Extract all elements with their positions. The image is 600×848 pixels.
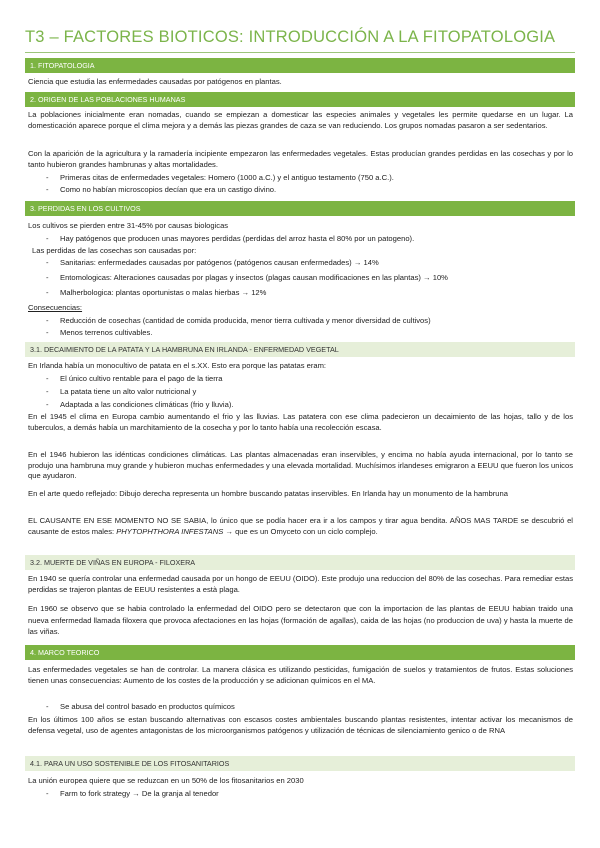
paragraph: La unión europea quiere que se reduzcan en un 50% de los fitosanitarios en 2030 [28, 776, 304, 785]
paragraph: Las perdidas de las cosechas son causadas por: [32, 246, 197, 255]
subsection-heading-patata: 3.1. DECAIMIENTO DE LA PATATA Y LA HAMBRUNA EN IRLANDA - ENFERMEDAD VEGETAL [25, 342, 575, 357]
list-item: - Reducción de cosechas (cantidad de comida producida, menor tierra cultivada y menor diversidad de cultivos) [46, 316, 431, 325]
paragraph: En el 1945 el clima en Europa cambio aumentando el frio y las lluvias. Las patatera con ese clima padecieron un decaimiento de las hojas, tallo y de los tuberculos, a demás había un marchitamiento de la cosecha y por lo tanto había una recolección escasa. [28, 412, 573, 432]
list-item: - Malherbologica: plantas oportunistas o malas hierbas → 12% [46, 288, 267, 297]
section-heading-marco: 4. MARCO TEORICO [25, 645, 575, 660]
paragraph: Las enfermedades vegetales se han de controlar. La manera clásica es utilizando pesticidas, fumigación de suelos y tratamientos de frutos. Estas soluciones tienen unas consecuencias: Aumento de los costes de la producción y se adicionan químicos en el MA. [28, 665, 573, 685]
section-heading-fitopatologia: 1. FITOPATOLOGIA [25, 58, 575, 73]
list-item: - El único cultivo rentable para el pago de la tierra [46, 374, 223, 383]
paragraph: En 1960 se observo que se habia controlado la enfermedad del OIDO pero se detectaron que con la importacion de las plantas de EEUU habian traido una nueva enfermedad llamada filoxera que provoca afectaciones en las hojas (formación de agallas), caida de las hojas (no produccion de uva) y hasta la muerte de las viñas. [28, 604, 573, 636]
document-title: T3 – FACTORES BIOTICOS: INTRODUCCIÓN A LA FITOPATOLOGIA [25, 28, 556, 46]
paragraph: En los últimos 100 años se estan buscando alternativas con escasos costes ambientales buscando plantas resistentes, intentar activar los mecanismos de defensa vegetal, uso de agentes antagonistas de los microorganismos patógenos y utilización de técnicas de silenciamiento genico o de RNA [28, 715, 573, 735]
paragraph: EL CAUSANTE EN ESE MOMENTO NO SE SABIA, lo único que se podía hacer era ir a los campos y tirar agua bendita. AÑOS MAS TARDE se descubrió el causante de estos males: PHYTOPHTHORA INFESTANS → que es un Omyceto con un ciclo complejo. [28, 516, 573, 536]
paragraph: Con la aparición de la agricultura y la ramadería incipiente empezaron las enfermedades vegetales. Estas producían grandes perdidas en las cosechas y por lo tanto hubieron grandes hambrunas y altas mortalidades. [28, 149, 573, 169]
list-item: - Hay patógenos que producen unas mayores perdidas (perdidas del arroz hasta el 80% por un patogeno). [46, 234, 415, 243]
list-item: - La patata tiene un alto valor nutricional y [46, 387, 197, 396]
list-item: - Primeras citas de enfermedades vegetales: Homero (1000 a.C.) y el antiguo testamento (750 a.C.). [46, 173, 394, 182]
subsection-heading-filoxera: 3.2. MUERTE DE VIÑAS EN EUROPA - FILOXERA [25, 555, 575, 570]
list-item: - Se abusa del control basado en productos químicos [46, 702, 235, 711]
list-item: - Menos terrenos cultivables. [46, 328, 153, 337]
paragraph: Los cultivos se pierden entre 31-45% por causas biologicas [28, 221, 229, 230]
consequences-label: Consecuencias: [28, 303, 83, 312]
list-item: - Adaptada a las condiciones climáticas (frio y lluvia). [46, 400, 234, 409]
list-item: - Como no habían microscopios decían que era un castigo divino. [46, 185, 277, 194]
title-underline [25, 52, 575, 53]
paragraph: Ciencia que estudia las enfermedades causadas por patógenos en plantas. [28, 77, 282, 86]
list-item: - Sanitarias: enfermedades causadas por patógenos (patógenos causan enfermedades) → 14% [46, 258, 379, 267]
subsection-heading-fitosanitarios: 4.1. PARA UN USO SOSTENIBLE DE LOS FITOSANITARIOS [25, 756, 575, 771]
section-heading-perdidas: 3. PERDIDAS EN LOS CULTIVOS [25, 201, 575, 216]
pathogen-name: PHYTOPHTHORA INFESTANS [116, 526, 224, 536]
paragraph: En Irlanda había un monocultivo de patata en el s.XX. Esto era porque las patatas eram: [28, 361, 327, 370]
paragraph: En 1940 se quería controlar una enfermedad causada por un hongo de EEUU (OIDO). Este produjo una reduccion del 80% de las cosechas. Para remediar estas perdidas se trajeron plantas de EEUU resistentes a està plaga. [28, 574, 573, 594]
list-item: - Farm to fork strategy → De la granja al tenedor [46, 789, 219, 798]
paragraph: En el 1946 hubieron las idénticas condiciones climáticas. Las plantas almacenadas eran inservibles, y encima no había ayuda internacional, por lo tanto se produjo una hambruna muy grande y hubieron muchas enfermedades y una elevada mortalidad. Muchísimos irlandeses emigraron a EEUU que fueron los unicos que ayudaron. [28, 450, 573, 480]
section-heading-origen: 2. ORIGEN DE LAS POBLACIONES HUMANAS [25, 92, 575, 107]
list-item: - Entomologicas: Alteraciones causadas por plagas y insectos (plagas causan modificaciones en las plantas) → 10% [46, 273, 448, 282]
paragraph: En el arte quedo reflejado: Dibujo derecha representa un hombre buscando patatas inservibles. En Irlanda hay un monumento de la hambruna [28, 489, 508, 498]
paragraph: La poblaciones inicialmente eran nomadas, cuando se empiezan a domesticar las especies animales y vegetales les permite quedarse en un lugar. La domesticación aparece porque el clima mejora y a demás las piezas grandes de caza se van reduciendo. Los grupos nomadas pasaron a ser sedentarios. [28, 110, 573, 130]
